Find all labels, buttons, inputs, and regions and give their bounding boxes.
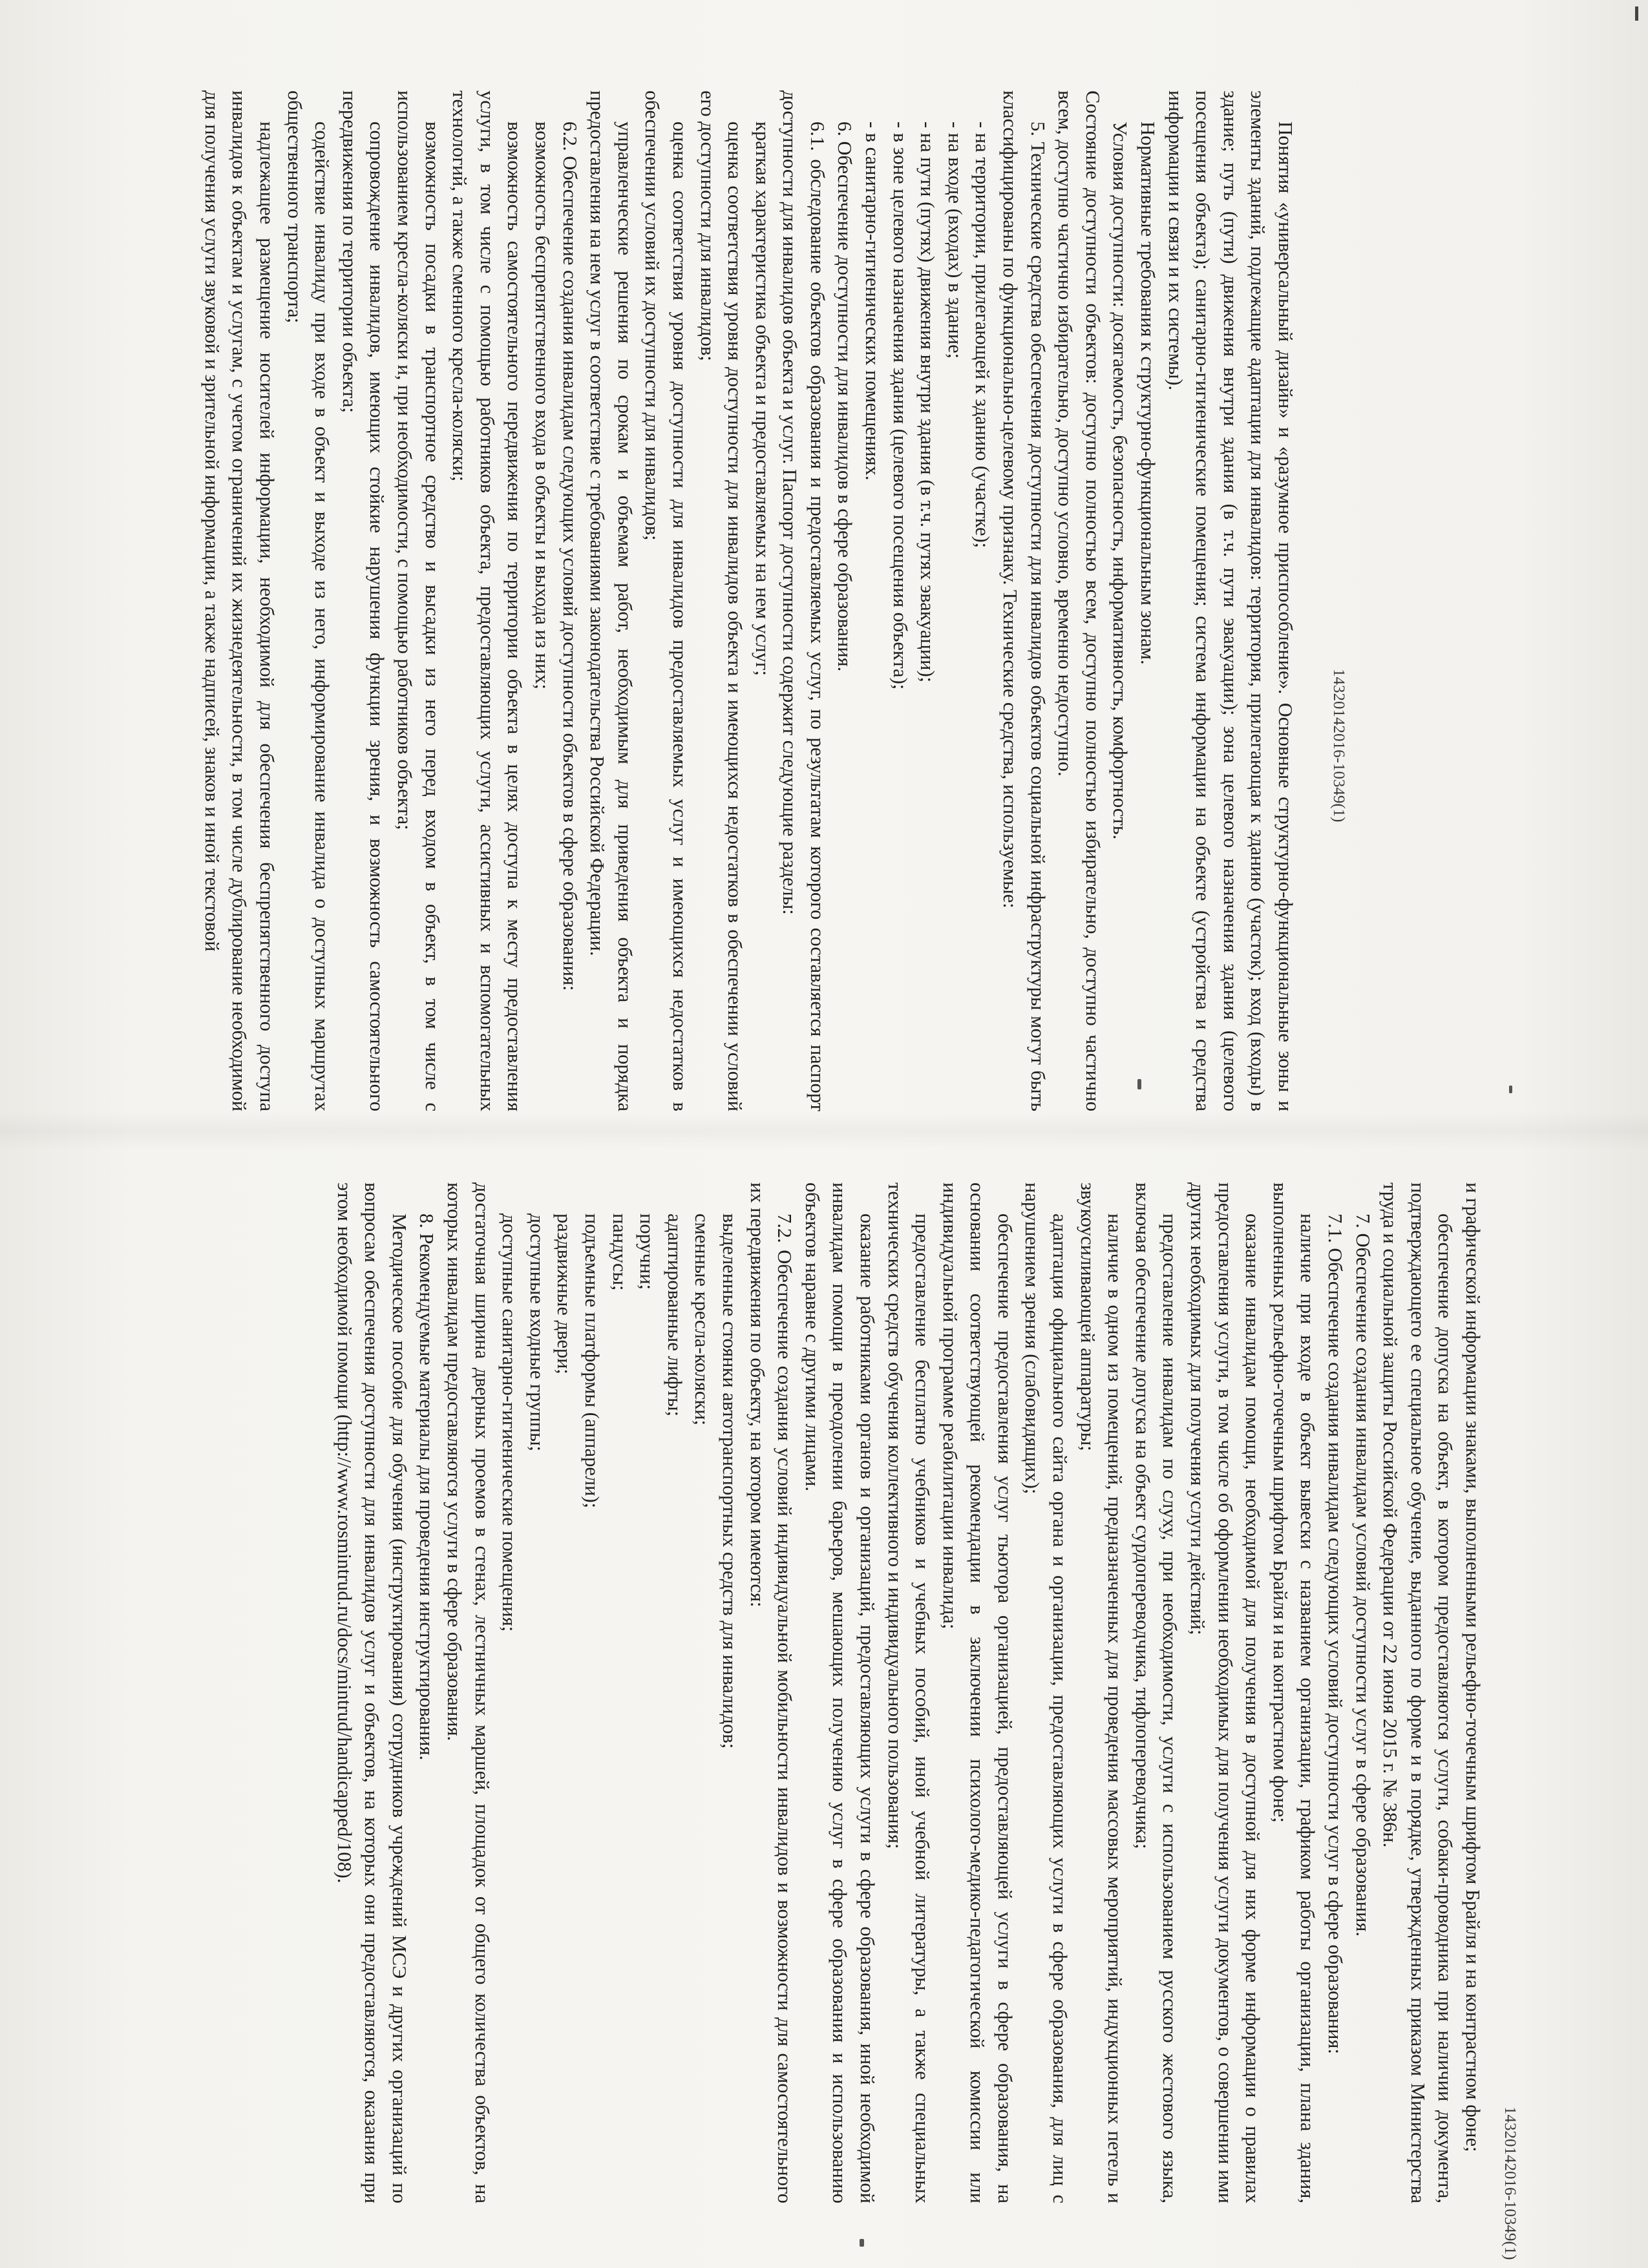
- paragraph: пандусы;: [608, 1213, 631, 1291]
- paragraph: и графической информации знаками, выполненными рельефно-точечным шрифтом Брайля и на контрастном фоне;: [1462, 1182, 1484, 2152]
- paragraph: 5. Технические средства обеспечения доступности для инвалидов объектов социальной инфраструктуры могут быть классифицированы по функционально-целевому признаку. Технические средства, используемые:: [999, 90, 1049, 1111]
- paragraph: Понятия «универсальный дизайн» и «разумное приспособление». Основные структурно-функциональные зоны и элементы зданий, подлежащие адаптации для инвалидов: территория, прилегающая к зданию (участок); вход (входы) в здание; путь (пути) движения внутри здания (в т.ч. пути эвакуации); зона целевого назначения здания (целевого посещения объекта); санитарно-гигиенические помещения; система информации на объекте (устройства и средства информации и связи и их системы).: [1164, 90, 1296, 1111]
- scan-speck: [1509, 1086, 1512, 1093]
- paragraph: достаточная ширина дверных проемов в стенах, лестничных маршей, площадок от общего количества объектов, на которых инвалидам предоставляются услуги в сфере образования.: [443, 1182, 493, 2203]
- paragraph: адаптация официального сайта органа и организации, предоставляющих услуги в сфере образования, для лиц с нарушением зрения (слабовидящих);: [1021, 1182, 1072, 2203]
- paragraph: оценка соответствия уровня доступности для инвалидов объекта и имеющихся недостатков в обеспечении условий его доступности для инвалидов;: [696, 90, 746, 1111]
- paragraph: подъемные платформы (аппарели);: [581, 1213, 603, 1509]
- paragraph: Нормативные требования к структурно-функциональным зонам.: [1137, 121, 1159, 665]
- document-page-bottom: [116, 1182, 1486, 2203]
- paragraph: Состояние доступности объектов: доступно полностью всем, доступно полностью избирательно, доступно частично всем, доступно частично избирательно, доступно условно, временно недоступно.: [1054, 90, 1104, 1111]
- paragraph: - на входе (входах) в здание;: [944, 121, 966, 359]
- paragraph: 6.2. Обеспечение создания инвалидам следующих условий доступности объектов в сфере образования:: [558, 121, 581, 991]
- paragraph: Методическое пособие для обучения (инструктирования) сотрудников учреждений МСЭ и других организаций по вопросам обеспечения доступности для инвалидов услуг и объектов, на которых они предоставляются, оказания при этом необходимой помощи (http://www.rosmintrud.ru/docs/mintrud/handicapped/108).: [333, 1182, 410, 2203]
- paragraph: - на территории, прилегающей к зданию (участке);: [971, 121, 994, 549]
- paragraph: возможность посадки в транспортное средство и высадки из него перед входом в объект, в том числе с использованием кресла-коляски и, при необходимости, с помощью работников объекта;: [394, 90, 443, 1111]
- paragraph: обеспечение предоставления услуг тьютора организацией, предоставляющей услуги в сфере образования, на основании соответствующей рекомендации в заключении психолого-медико-педагогической комиссии или индивидуальной программе реабилитации инвалида;: [938, 1182, 1016, 2203]
- paragraph: 7.2. Обеспечение создания условий индивидуальной мобильности инвалидов и возможности для самостоятельного их передвижения по объекту, на котором имеются:: [746, 1182, 796, 2203]
- paragraph: обеспечение допуска на объект, в котором предоставляются услуги, собаки-проводника при наличии документа, подтверждающего ее специальное обучение, выданного по форме и в порядке, утвержденных приказом Министерства труда и социальной защиты Российской Федерации от 22 июня 2015 г. № 386н.: [1379, 1182, 1457, 2203]
- paragraph: возможность самостоятельного передвижения по территории объекта в целях доступа к месту предоставления услуги, в том числе с помощью работников объекта, предоставляющих услуги, ассистивных и вспомогательных технологий, а также сменного кресла-коляски;: [449, 90, 526, 1111]
- page-number-bottom: 14320142016-10349(1): [1501, 2106, 1519, 2260]
- paragraph: 7.1. Обеспечение создания инвалидам следующих условий доступности услуг в сфере образования:: [1324, 1213, 1347, 2054]
- paragraph: 6. Обеспечение доступности для инвалидов в сфере образования.: [834, 121, 856, 672]
- paragraph: управленческие решения по срокам и объемам работ, необходимым для приведения объекта и порядка предоставления на нем услуг в соответствие с требованиями законодательства Российской Федерации.: [586, 90, 636, 1111]
- paragraph: содействие инвалиду при входе в объект и выходе из него, информирование инвалида о доступных маршрутах общественного транспорта;: [283, 90, 333, 1111]
- paragraph: - в зоне целевого назначения здания (целевого посещения объекта);: [889, 121, 911, 690]
- page-fold: [0, 1111, 1648, 1150]
- paragraph: Условия доступности: досягаемость, безопасность, информативность, комфортность.: [1109, 121, 1132, 840]
- paragraph: доступные входные группы;: [525, 1213, 548, 1452]
- paragraph: сопровождение инвалидов, имеющих стойкие нарушения функции зрения, и возможность самостоятельного передвижения по территории объекта;: [338, 90, 388, 1111]
- paragraph: возможность беспрепятственного входа в объекты и выхода из них;: [531, 121, 553, 690]
- paragraph: 6.1. обследование объектов образования и предоставляемых услуг, по результатам которого составляется паспорт доступности для инвалидов объекта и услуг. Паспорт доступности содержит следующие разделы:: [779, 90, 829, 1111]
- paragraph: - в санитарно-гигиенических помещениях.: [861, 121, 884, 481]
- paragraph: наличие при входе в объект вывески с названием организации, графиком работы организации, плана здания, выполненных рельефно-точечным шрифтом Брайля и на контрастном фоне;: [1269, 1182, 1319, 2203]
- paragraph: наличие в одном из помещений, предназначенных для проведения массовых мероприятий, индукционных петель и звукоусиливающей аппаратуры;: [1076, 1182, 1126, 2203]
- paragraph: раздвижные двери;: [553, 1213, 576, 1374]
- document-page-top: [129, 90, 1299, 1111]
- paragraph: предоставление бесплатно учебников и учебных пособий, иной учебной литературы, а также специальных технических средств обучения коллективного и индивидуального пользования;: [883, 1182, 934, 2203]
- paragraph: сменные кресла-коляски;: [691, 1213, 713, 1426]
- paragraph: предоставление инвалидам по слуху, при необходимости, услуги с использованием русского жестового языка, включая обеспечение допуска на объект сурдопереводчика, тифлопереводчика;: [1131, 1182, 1181, 2203]
- paragraph: оказание работниками органов и организаций, предоставляющих услуги в сфере образования, иной необходимой инвалидам помощи в преодолении барьеров, мешающих получению услуг в сфере образования и использованию объектов наравне с другими лицами.: [801, 1182, 878, 2203]
- page-number-top: 14320142016-10349(1): [1330, 669, 1347, 823]
- paragraph: выделенные стоянки автотранспортных средств для инвалидов;: [718, 1213, 741, 1749]
- paragraph: - на пути (путях) движения внутри здания (в т.ч. путях эвакуации);: [916, 121, 939, 683]
- scan-speck: [1137, 1079, 1141, 1089]
- paragraph: поручни;: [636, 1213, 659, 1290]
- paragraph: краткая характеристика объекта и предоставляемых на нем услуг;: [751, 121, 774, 676]
- paragraph: адаптированные лифты;: [663, 1213, 686, 1417]
- paragraph: 8. Рекомендуемые материалы для проведения инструктирования.: [416, 1213, 438, 1761]
- paragraph: 7. Обеспечение создания инвалидам условий доступности услуг в сфере образования.: [1351, 1213, 1374, 1937]
- scan-mark: [1635, 6, 1638, 21]
- paragraph: оценка соответствия уровня доступности для инвалидов предоставляемых услуг и имеющихся недостатков в обеспечении условий их доступности для инвалидов;: [641, 90, 691, 1111]
- paragraph: надлежащее размещение носителей информации, необходимой для обеспечения беспрепятственного доступа инвалидов к объектам и услугам, с учетом ограничений их жизнедеятельности, в том числе дублирование необходимой для получения услуги звуковой и зрительной информации, а также надписей, знаков и иной текстовой: [200, 90, 279, 1111]
- paragraph: доступные санитарно-гигиенические помещения;: [498, 1213, 521, 1632]
- scan-speck: [860, 2239, 864, 2247]
- paragraph: оказание инвалидам помощи, необходимой для получения в доступной для них форме информации о правилах предоставления услуги, в том числе об оформлении необходимых для получения услуги документов, о совершении ими других необходимых для получения услуги действий;: [1187, 1182, 1264, 2203]
